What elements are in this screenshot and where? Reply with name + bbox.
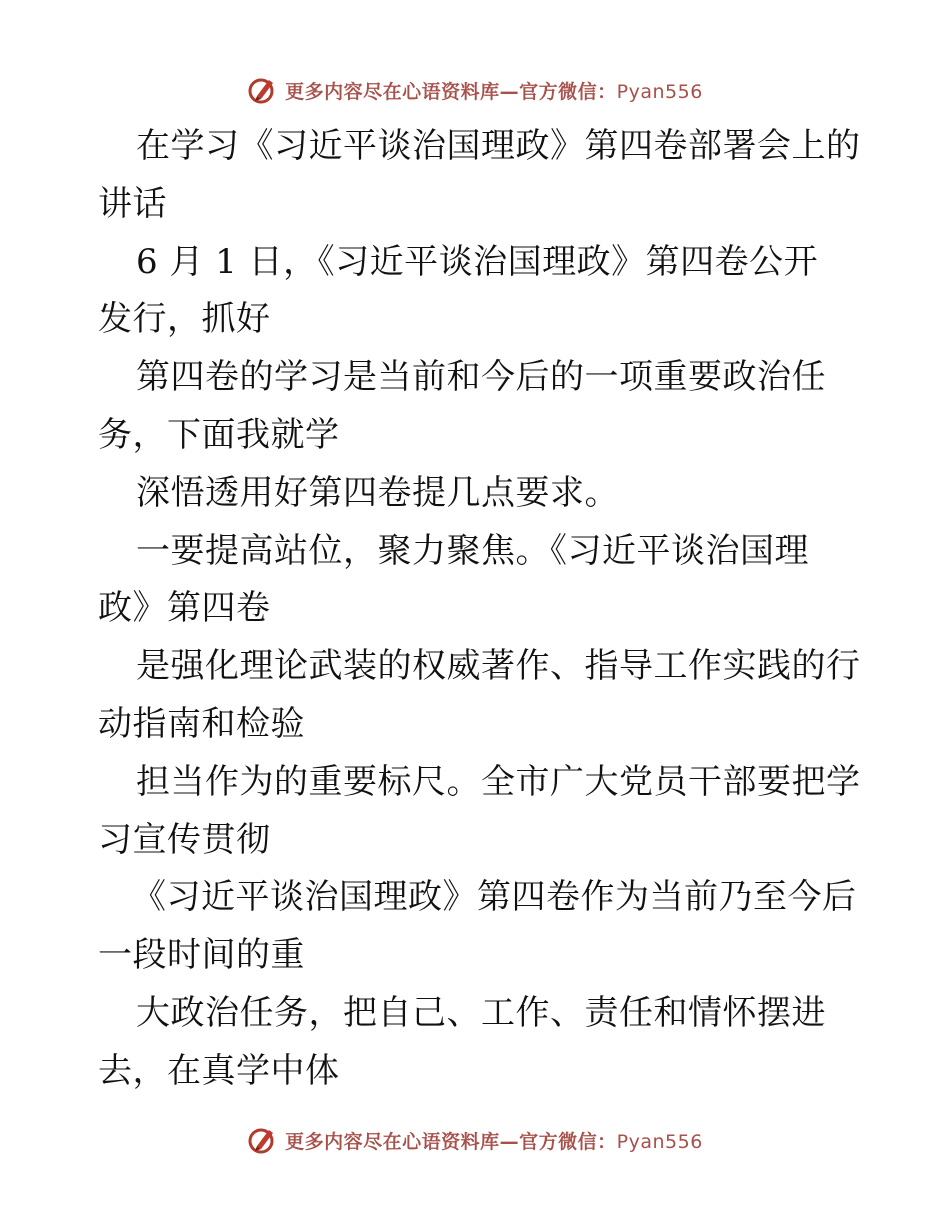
watermark-cn: 更多内容尽在心语资料库—官方微信： (285, 80, 617, 103)
watermark-wechat-id: Pyan556 (616, 80, 703, 103)
document-body (98, 118, 861, 1101)
header-watermark-banner (0, 70, 950, 110)
text-line: 动指南和检验 (98, 703, 305, 744)
text-line: 是强化理论武装的权威著作、指导工作实践的行 (136, 646, 861, 687)
pen-logo-icon (247, 1124, 279, 1156)
text-line: 《习近平谈治国理政》第四卷作为当前乃至今后 (132, 877, 857, 918)
watermark-text (285, 1127, 703, 1154)
footer-watermark-banner (0, 1120, 950, 1160)
text-line: 在学习《习近平谈治国理政》第四卷部署会上的 (136, 126, 861, 166)
pen-logo-icon (247, 74, 279, 106)
text-line: 政》第四卷 (98, 588, 271, 629)
text-line: 讲话 (98, 183, 167, 224)
text-line: 深悟透用好第四卷提几点要求。 (136, 472, 619, 513)
watermark-text (285, 77, 703, 104)
text-line: 第四卷的学习是当前和今后的一项重要政治任 (136, 357, 826, 398)
text-line: 6 月 1 日，《习近平谈治国理政》第四卷公开 (136, 241, 819, 282)
text-line: 习宣传贯彻 (98, 819, 271, 860)
text-line: 一段时间的重 (98, 935, 305, 976)
text-line: 务，下面我就学 (98, 414, 340, 455)
text-line: 大政治任务，把自己、工作、责任和情怀摆进 (136, 992, 826, 1033)
watermark-cn: 更多内容尽在心语资料库—官方微信： (285, 1130, 617, 1153)
watermark-wechat-id: Pyan556 (616, 1130, 703, 1153)
text-line: 去，在真学中体 (98, 1050, 340, 1091)
text-line: 担当作为的重要标尺。全市广大党员干部要把学 (136, 761, 861, 802)
text-line: 发行，抓好 (98, 299, 271, 340)
text-line: 一要提高站位，聚力聚焦。《习近平谈治国理 (136, 530, 809, 571)
